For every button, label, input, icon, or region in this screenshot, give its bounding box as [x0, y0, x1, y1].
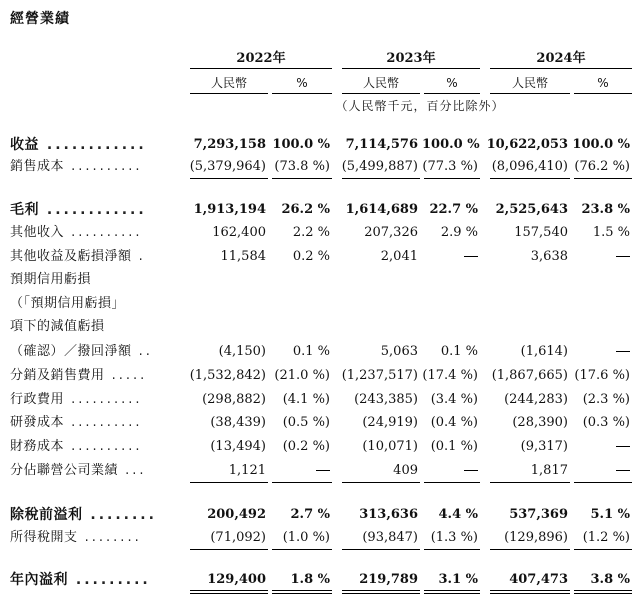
row-label	[10, 415, 142, 431]
value-pct	[422, 249, 478, 265]
row-leader-dots: ........	[77, 530, 142, 545]
row-label-text: 收益	[10, 137, 39, 153]
value-pct: 2.9 %	[440, 225, 478, 240]
row-label	[10, 392, 142, 408]
col-header-pct: %	[597, 76, 609, 90]
row-label-text: 其他收入	[10, 225, 65, 240]
value-rmb: (129,896)	[504, 530, 568, 545]
header-rule	[424, 93, 480, 94]
row-label	[10, 202, 147, 218]
value-pct: 100.0 %	[422, 137, 480, 152]
row-label-text: 分佔聯營公司業績	[10, 463, 119, 478]
nil-dash	[616, 351, 630, 352]
nil-dash	[616, 470, 630, 471]
value-rmb: (298,882)	[202, 392, 266, 407]
value-rmb: 407,473	[509, 572, 568, 587]
section-title: 經營業績	[10, 11, 70, 27]
row-leader-dots: ..........	[64, 225, 143, 240]
value-rmb: (5,379,964)	[189, 159, 266, 174]
subtotal-rule	[424, 549, 480, 550]
header-rule	[490, 93, 570, 94]
value-rmb: (13,494)	[210, 439, 266, 454]
row-leader-dots: ............	[39, 202, 147, 218]
value-pct	[422, 463, 478, 479]
year-rule-2024	[490, 68, 632, 69]
row-label-text: 項下的減值虧損	[10, 319, 105, 334]
value-rmb: (4,150)	[218, 344, 266, 359]
subtotal-rule	[272, 549, 332, 550]
value-pct: (0.1 %)	[430, 439, 478, 454]
value-pct: (0.4 %)	[430, 415, 478, 430]
value-pct: (3.4 %)	[430, 392, 478, 407]
header-rule	[342, 93, 420, 94]
value-rmb: (10,071)	[362, 439, 418, 454]
header-rule	[574, 93, 632, 94]
subtotal-rule	[272, 482, 332, 483]
value-rmb: (1,614)	[520, 344, 568, 359]
row-label-text: 其他收益及虧損淨額	[10, 249, 132, 264]
col-header-pct: %	[296, 76, 308, 90]
value-pct	[572, 463, 630, 479]
row-label-text: 預期信用虧損	[10, 272, 92, 287]
value-rmb: (93,847)	[362, 530, 418, 545]
row-label	[10, 137, 147, 153]
value-pct: (0.5 %)	[282, 415, 330, 430]
row-leader-dots: ..........	[64, 159, 143, 174]
value-rmb: 7,293,158	[193, 137, 266, 152]
subtotal-rule	[574, 178, 632, 179]
subtotal-rule	[574, 482, 632, 483]
subtotal-rule	[490, 482, 570, 483]
value-rmb: (28,390)	[512, 415, 568, 430]
row-label	[10, 507, 157, 523]
value-rmb: 1,614,689	[345, 202, 418, 217]
subtotal-rule	[342, 549, 420, 550]
row-label	[10, 159, 142, 175]
value-rmb: 5,063	[380, 344, 418, 359]
value-pct	[268, 463, 330, 479]
value-pct: (21.0 %)	[274, 368, 330, 383]
value-pct: 100.0 %	[572, 137, 630, 152]
row-leader-dots: ............	[39, 137, 147, 153]
row-label-text: 除稅前溢利	[10, 507, 83, 523]
value-rmb: (243,385)	[354, 392, 418, 407]
value-pct: (17.4 %)	[422, 368, 478, 383]
value-rmb: (1,237,517)	[341, 368, 418, 383]
row-label-text: 所得稅開支	[10, 530, 78, 545]
value-rmb: 1,913,194	[193, 202, 266, 217]
nil-dash	[464, 256, 478, 257]
col-header-rmb: 人民幣	[511, 76, 548, 90]
subtotal-rule	[424, 482, 480, 483]
value-pct: (76.2 %)	[574, 159, 630, 174]
value-rmb: 2,525,643	[495, 202, 568, 217]
value-pct: 26.2 %	[281, 202, 330, 217]
row-label-text: 毛利	[10, 202, 39, 218]
value-rmb: 313,636	[359, 507, 418, 522]
row-leader-dots: ..	[131, 344, 153, 359]
value-rmb: (244,283)	[504, 392, 568, 407]
value-rmb: 207,326	[364, 225, 418, 240]
row-label	[10, 296, 125, 312]
value-rmb: 409	[393, 463, 418, 478]
subtotal-rule	[574, 549, 632, 550]
value-pct: (4.1 %)	[282, 392, 330, 407]
row-label-text: 銷售成本	[10, 159, 65, 174]
value-rmb: 7,114,576	[345, 137, 418, 152]
value-rmb: (24,919)	[362, 415, 418, 430]
row-label-text: 財務成本	[10, 439, 65, 454]
row-label	[10, 225, 142, 241]
row-label	[10, 272, 91, 288]
row-label-text: 分銷及銷售費用	[10, 368, 105, 383]
row-label	[10, 368, 147, 384]
nil-dash	[616, 256, 630, 257]
value-rmb: (1,867,665)	[491, 368, 568, 383]
header-rule	[190, 93, 268, 94]
row-label-text: 行政費用	[10, 392, 65, 407]
subtotal-rule	[490, 549, 570, 550]
value-pct: (77.3 %)	[422, 159, 478, 174]
row-label	[10, 572, 151, 588]
year-header-2022: 2022年	[236, 51, 286, 66]
value-pct: (1.3 %)	[430, 530, 478, 545]
subtotal-rule	[342, 178, 420, 179]
value-rmb: 3,638	[530, 249, 568, 264]
value-pct: 0.1 %	[292, 344, 330, 359]
value-pct: 1.5 %	[592, 225, 630, 240]
value-pct: (17.6 %)	[574, 368, 630, 383]
value-pct: 0.2 %	[292, 249, 330, 264]
row-label-text: 研發成本	[10, 415, 65, 430]
row-label-text: （「預期信用虧損」	[10, 296, 126, 311]
row-leader-dots: ...	[118, 463, 147, 478]
value-rmb: 537,369	[509, 507, 568, 522]
nil-dash	[464, 470, 478, 471]
value-rmb: (8,096,410)	[491, 159, 568, 174]
value-pct: 5.1 %	[590, 507, 630, 522]
value-pct: 2.7 %	[290, 507, 330, 522]
value-pct: 3.8 %	[590, 572, 630, 587]
value-pct: (2.3 %)	[582, 392, 630, 407]
row-leader-dots: .	[131, 249, 146, 264]
row-leader-dots: ..........	[64, 392, 143, 407]
value-pct: 3.1 %	[438, 572, 478, 587]
row-label	[10, 463, 147, 479]
value-pct	[572, 344, 630, 360]
value-rmb: 2,041	[380, 249, 418, 264]
value-pct: (73.8 %)	[274, 159, 330, 174]
year-rule-2023	[342, 68, 480, 69]
value-rmb: 200,492	[207, 507, 266, 522]
row-label	[10, 319, 105, 335]
subtotal-rule	[424, 178, 480, 179]
value-pct: 23.8 %	[581, 202, 630, 217]
value-rmb: (1,532,842)	[189, 368, 266, 383]
value-pct: 22.7 %	[429, 202, 478, 217]
value-pct: 1.8 %	[290, 572, 330, 587]
year-rule-2022	[190, 68, 332, 69]
subtotal-rule	[272, 178, 332, 179]
row-leader-dots: .....	[104, 368, 148, 383]
value-pct: (0.2 %)	[282, 439, 330, 454]
value-rmb: 11,584	[220, 249, 266, 264]
nil-dash	[616, 446, 630, 447]
value-rmb: (5,499,887)	[341, 159, 418, 174]
value-rmb: (38,439)	[210, 415, 266, 430]
unit-note: （人民幣千元，百分比除外）	[335, 99, 505, 113]
value-rmb: 162,400	[212, 225, 266, 240]
value-rmb: 1,817	[530, 463, 568, 478]
subtotal-rule	[490, 178, 570, 179]
subtotal-rule	[190, 178, 268, 179]
year-header-2024: 2024年	[536, 51, 586, 66]
row-leader-dots: ........	[82, 507, 157, 523]
value-pct: (1.0 %)	[282, 530, 330, 545]
value-rmb: 10,622,053	[486, 137, 568, 152]
value-rmb: 157,540	[514, 225, 568, 240]
value-pct: 2.2 %	[292, 225, 330, 240]
header-rule	[272, 93, 332, 94]
row-leader-dots: ..........	[64, 439, 143, 454]
row-label-text: 年內溢利	[10, 572, 68, 588]
subtotal-rule	[190, 482, 268, 483]
value-pct	[572, 439, 630, 455]
value-rmb: (9,317)	[520, 439, 568, 454]
value-pct: (1.2 %)	[582, 530, 630, 545]
subtotal-rule	[342, 482, 420, 483]
row-label	[10, 439, 142, 455]
row-leader-dots: .........	[68, 572, 151, 588]
value-rmb: (71,092)	[210, 530, 266, 545]
value-rmb: 1,121	[228, 463, 266, 478]
col-header-rmb: 人民幣	[362, 76, 399, 90]
value-pct: 4.4 %	[438, 507, 478, 522]
value-pct: (0.3 %)	[582, 415, 630, 430]
subtotal-rule	[190, 549, 268, 550]
value-pct	[572, 249, 630, 265]
value-rmb: 129,400	[207, 572, 266, 587]
value-rmb: 219,789	[359, 572, 418, 587]
year-header-2023: 2023年	[386, 51, 436, 66]
row-label	[10, 344, 153, 360]
col-header-pct: %	[446, 76, 458, 90]
value-pct: 0.1 %	[440, 344, 478, 359]
col-header-rmb: 人民幣	[210, 76, 247, 90]
row-label	[10, 530, 142, 546]
row-label-text: （確認）／撥回淨額	[10, 344, 132, 359]
row-label	[10, 249, 146, 265]
row-leader-dots: ..........	[64, 415, 143, 430]
value-pct: 100.0 %	[272, 137, 330, 152]
